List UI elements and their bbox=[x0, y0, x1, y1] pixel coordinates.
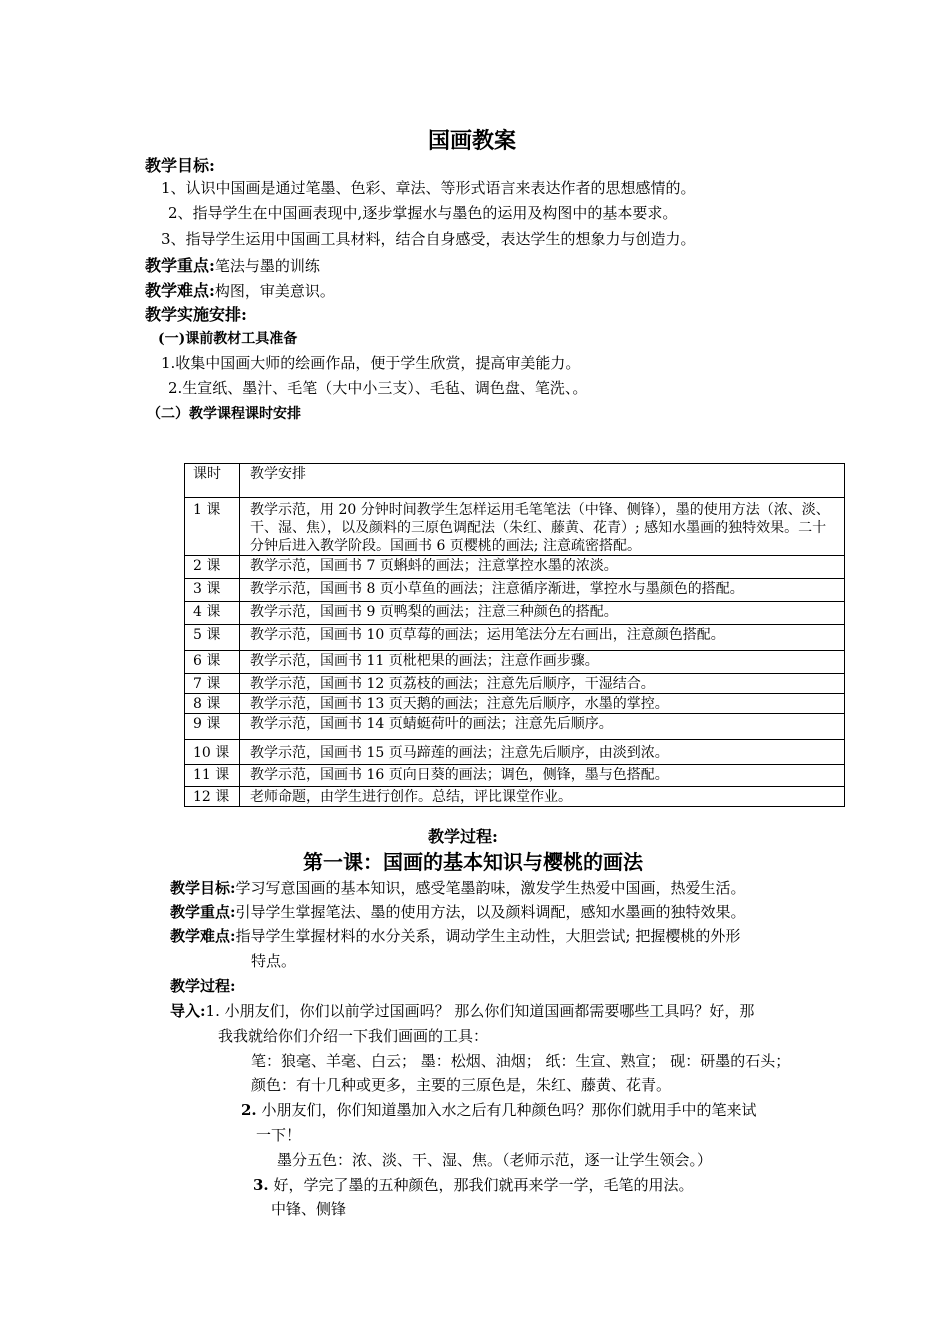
difficulty bbox=[145, 278, 335, 301]
lesson-difficulty bbox=[170, 925, 740, 946]
plan-cell: 教学示范，国画书 11 页枇杷果的画法；注意作画步骤。 bbox=[240, 651, 845, 674]
header-lesson: 课时 bbox=[185, 464, 240, 498]
step-1-num: 1. bbox=[205, 1002, 220, 1020]
lesson-cell: 6 课 bbox=[185, 651, 240, 674]
objective-item: 1、认识中国画是通过笔墨、色彩、章法、等形式语言来表达作者的思想感情的。 bbox=[161, 179, 696, 197]
table-row bbox=[185, 625, 845, 651]
plan-cell: 教学示范，国画书 7 页蝌蚪的画法；注意掌控水墨的浓淡。 bbox=[240, 556, 845, 579]
objectives-heading: 教学目标: bbox=[145, 156, 215, 175]
tools-line: 笔：狼毫、羊毫、白云； 墨：松烟、油烟； 纸：生宣、熟宣； 砚：研墨的石头； bbox=[251, 1052, 791, 1070]
lesson-cell: 3 课 bbox=[185, 579, 240, 602]
plan-cell: 教学示范，国画书 9 页鸭梨的画法；注意三种颜色的搭配。 bbox=[240, 602, 845, 625]
objective-item: 3、指导学生运用中国画工具材料，结合自身感受，表达学生的想象力与创造力。 bbox=[161, 230, 696, 248]
arrangement-heading: 教学实施安排: bbox=[145, 305, 247, 324]
plan-cell: 教学示范，国画书 10 页草莓的画法；运用笔法分左右画出，注意颜色搭配。 bbox=[240, 625, 845, 651]
step-3-text: 好，学完了墨的五种颜色，那我们就再来学一学，毛笔的用法。 bbox=[273, 1176, 694, 1194]
plan-cell: 教学示范，国画书 12 页荔枝的画法；注意先后顺序，干湿结合。 bbox=[240, 674, 845, 694]
lesson-cell: 10 课 bbox=[185, 740, 240, 765]
lesson-key-point bbox=[170, 901, 746, 922]
objective-item: 2、指导学生在中国画表现中,逐步掌握水与墨色的运用及构图中的基本要求。 bbox=[168, 204, 678, 222]
brush-line: 中锋、侧锋 bbox=[271, 1200, 347, 1218]
plan-cell: 教学示范，国画书 8 页小草鱼的画法；注意循序渐进，掌控水与墨颜色的搭配。 bbox=[240, 579, 845, 602]
plan-cell: 教学示范，国画书 15 页马蹄莲的画法；注意先后顺序，由淡到浓。 bbox=[240, 740, 845, 765]
table-row bbox=[185, 498, 845, 556]
table-row bbox=[185, 787, 845, 807]
table-row bbox=[185, 714, 845, 740]
step-2-cont: 一下！ bbox=[256, 1126, 302, 1144]
prep-item: 1.收集中国画大师的绘画作品，便于学生欣赏，提高审美能力。 bbox=[161, 354, 581, 372]
plan-cell: 教学示范，国画书 16 页向日葵的画法；调色，侧锋，墨与色搭配。 bbox=[240, 765, 845, 787]
lesson-key-point-label: 教学重点: bbox=[170, 903, 236, 921]
lesson-cell: 8 课 bbox=[185, 694, 240, 714]
schedule-table bbox=[184, 463, 845, 807]
lesson-difficulty-label: 教学难点: bbox=[170, 927, 236, 945]
lesson-cell: 5 课 bbox=[185, 625, 240, 651]
lesson-cell: 12 课 bbox=[185, 787, 240, 807]
step-2 bbox=[241, 1099, 756, 1120]
lesson-cell: 1 课 bbox=[185, 498, 240, 556]
step-2-text: 小朋友们，你们知道墨加入水之后有几种颜色吗？那你们就用手中的笔来试 bbox=[261, 1101, 757, 1119]
lesson-cell: 9 课 bbox=[185, 714, 240, 740]
prep-item: 2.生宣纸、墨汁、毛笔（大中小三支）、毛毡、调色盘、笔洗、。 bbox=[168, 379, 588, 397]
key-point-label: 教学重点: bbox=[145, 256, 215, 275]
lesson-title: 第一课：国画的基本知识与樱桃的画法 bbox=[303, 850, 643, 874]
step-1-text: 小朋友们，你们以前学过国画吗？ 那么你们知道国画都需要哪些工具吗？好，那 bbox=[224, 1002, 755, 1020]
lesson-objective-label: 教学目标: bbox=[170, 879, 236, 897]
plan-cell: 老师命题，由学生进行创作。总结，评比课堂作业。 bbox=[240, 787, 845, 807]
step-1-cont: 我我就给你们介绍一下我们画画的工具： bbox=[218, 1027, 489, 1045]
lesson-cell: 11 课 bbox=[185, 765, 240, 787]
difficulty-text: 构图，审美意识。 bbox=[214, 282, 335, 300]
process-heading: 教学过程: bbox=[428, 827, 498, 846]
lesson-cell: 2 课 bbox=[185, 556, 240, 579]
lesson-cell: 7 课 bbox=[185, 674, 240, 694]
key-point-text: 笔法与墨的训练 bbox=[214, 257, 320, 275]
table-row bbox=[185, 740, 845, 765]
page-title: 国画教案 bbox=[428, 128, 517, 154]
lesson-key-point-text: 引导学生掌握笔法、墨的使用方法，以及颜料调配，感知水墨画的独特效果。 bbox=[235, 903, 746, 921]
table-row bbox=[185, 674, 845, 694]
table-row bbox=[185, 765, 845, 787]
ink-line: 墨分五色：浓、淡、干、湿、焦。（老师示范，逐一让学生领会。） bbox=[277, 1151, 713, 1169]
lesson-difficulty-text: 指导学生掌握材料的水分关系，调动学生主动性，大胆尝试; 把握樱桃的外形 bbox=[235, 927, 741, 945]
schedule-heading: （二）教学课程课时安排 bbox=[147, 406, 301, 422]
difficulty-label: 教学难点: bbox=[145, 281, 215, 300]
plan-cell: 教学示范，用 20 分钟时间教学生怎样运用毛笔笔法（中锋、侧锋），墨的使用方法（浓、淡、干、湿、焦），以及颜料的三原色调配法（朱红、藤黄、花青）; 感知水墨画的独特效果。二十分钟后进入教学阶段。国画书 6 页樱桃的画法; 注意疏密搭配。 bbox=[240, 498, 845, 556]
colors-line: 颜色：有十几种或更多，主要的三原色是，朱红、藤黄、花青。 bbox=[251, 1076, 672, 1094]
lesson-cell: 4 课 bbox=[185, 602, 240, 625]
table-header-row bbox=[185, 464, 845, 498]
lesson-objective bbox=[170, 877, 746, 898]
plan-cell: 教学示范，国画书 14 页蜻蜓荷叶的画法；注意先后顺序。 bbox=[240, 714, 845, 740]
table-row bbox=[185, 651, 845, 674]
intro-step-1 bbox=[170, 1000, 754, 1021]
table-row bbox=[185, 602, 845, 625]
lesson-difficulty-cont: 特点。 bbox=[251, 952, 297, 970]
table-row bbox=[185, 579, 845, 602]
process-label: 教学过程: bbox=[170, 977, 236, 995]
table-row bbox=[185, 694, 845, 714]
key-point bbox=[145, 253, 320, 276]
intro-label: 导入: bbox=[170, 1002, 206, 1020]
step-2-num: 2. bbox=[241, 1101, 257, 1119]
step-3 bbox=[253, 1174, 693, 1195]
plan-cell: 教学示范，国画书 13 页天鹅的画法；注意先后顺序，水墨的掌控。 bbox=[240, 694, 845, 714]
prep-heading: (一)课前教材工具准备 bbox=[158, 331, 298, 347]
lesson-objective-text: 学习写意国画的基本知识，感受笔墨韵味，激发学生热爱中国画，热爱生活。 bbox=[235, 879, 746, 897]
table-row bbox=[185, 556, 845, 579]
header-plan: 教学安排 bbox=[240, 464, 845, 498]
step-3-num: 3. bbox=[253, 1176, 269, 1194]
